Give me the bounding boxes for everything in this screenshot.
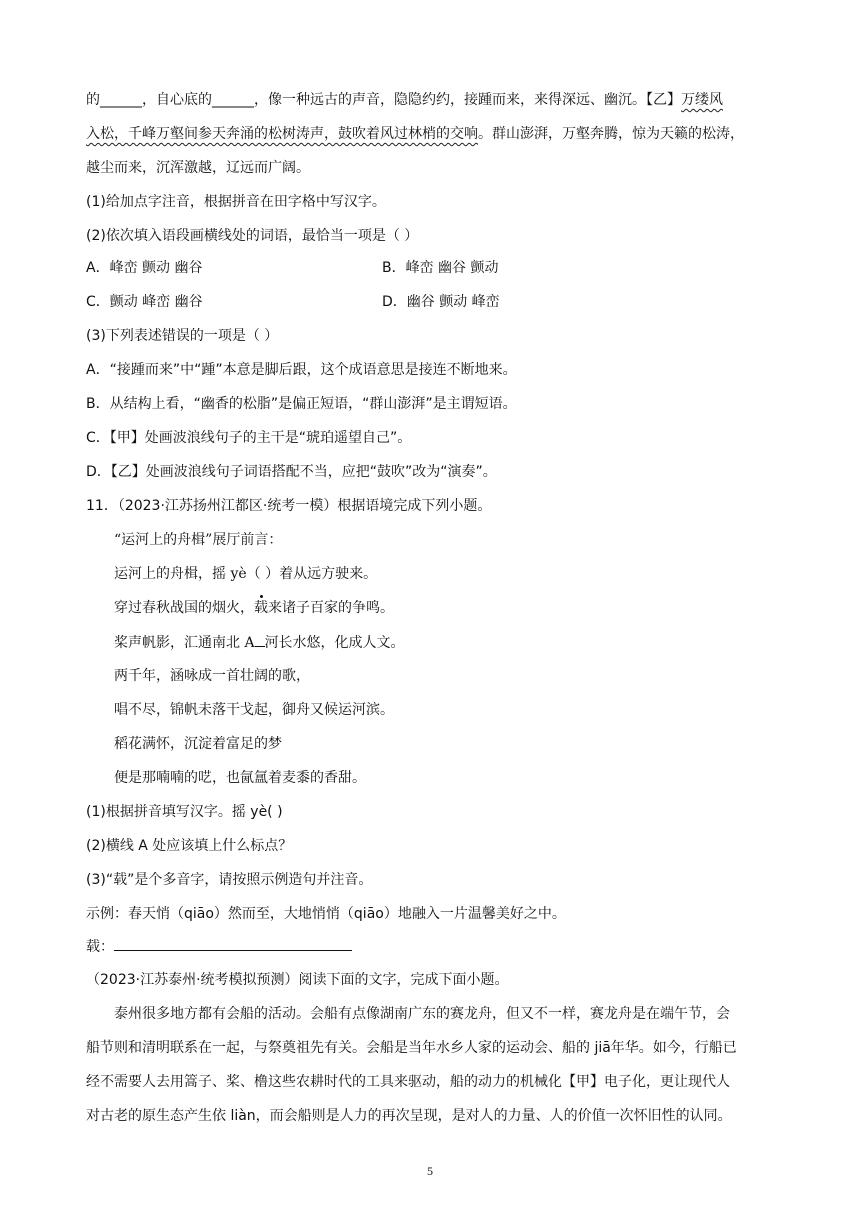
q11-poem-line-6: 稻花满怀，沉淀着富足的梦	[114, 736, 282, 752]
q10-sub3-option-d: D．【乙】处画波浪线句子词语搭配不当，应把“鼓吹”改为“演奏”。	[86, 464, 497, 480]
passage-line-2: 入松，千峰万壑间参天奔涌的松树涛声，鼓吹着风过林梢的交响。群山澎湃，万壑奔腾，惊为天籁的松涛，	[86, 126, 744, 142]
q10-sub3-option-a: A．“接踵而来”中“踵”本意是脚后跟，这个成语意思是接连不断地来。	[86, 362, 517, 378]
q10-sub3: (3)下列表述错误的一项是（ ）	[86, 328, 279, 344]
q12-title: （2023·江苏泰州·统考模拟预测）阅读下面的文字，完成下面小题。	[86, 972, 509, 988]
q12-paragraph-line-1: 泰州很多地方都有会船的活动。会船有点像湖南广东的赛龙舟，但又不一样，赛龙舟是在端午节，会	[114, 1006, 730, 1022]
q10-sub3-option-c: C．【甲】处画波浪线句子的主干是“琥珀遥望自己”。	[86, 430, 412, 446]
q10-sub2-option-a: A．峰峦 颤动 幽谷	[86, 260, 203, 276]
q10-sub2-option-d: D．幽谷 颤动 峰峦	[382, 294, 500, 310]
q12-paragraph-line-3: 经不需要人去用篙子、桨、橹这些农耕时代的工具来驱动，船的动力的机械化【甲】电子化，更让现代人	[86, 1074, 730, 1090]
q12-paragraph-line-4: 对古老的原生态产生依 liàn，而会船则是人力的再次呈现，是对人的力量、人的价值一次怀旧性的认同。	[86, 1108, 732, 1124]
blank-a	[255, 632, 265, 647]
q11-poem-heading: “运河上的舟楫”展厅前言：	[114, 532, 283, 548]
q11-sub2: (2)横线 A 处应该填上什么标点？	[86, 838, 293, 854]
q11-poem-line-3: 桨声帆影，汇通南北 A 河长水悠，化成人文。	[114, 632, 405, 652]
passage-line-3: 越尘而来，沉浑激越，辽远而广阔。	[86, 160, 310, 176]
q11-example: 示例：春天悄（qiāo）然而至，大地悄悄（qiāo）地融入一片温馨美好之中。	[86, 906, 566, 922]
q11-answer-line: 载：	[86, 936, 352, 956]
q11-title: 11．（2023·江苏扬州江都区·统考一模）根据语境完成下列小题。	[86, 498, 492, 514]
q11-poem-line-7: 便是那喃喃的呓，也氤氲着麦黍的香甜。	[114, 770, 366, 786]
dotted-char-zai: 载	[254, 600, 268, 616]
q11-sub3: (3)“载”是个多音字，请按照示例造句并注音。	[86, 872, 373, 888]
answer-blank	[114, 936, 352, 951]
q10-sub2: (2)依次填入语段画横线处的词语，最恰当一项是（ ）	[86, 228, 419, 244]
q11-poem-line-1: 运河上的舟楫，摇 yè（ ）着从远方驶来。	[114, 566, 378, 582]
q11-poem-line-4: 两千年，涵咏成一首壮阔的歌，	[114, 668, 310, 684]
q10-sub1: (1)给加点字注音，根据拼音在田字格中写汉字。	[86, 194, 386, 210]
page-number: 5	[427, 1164, 433, 1178]
q10-sub2-option-b: B．峰峦 幽谷 颤动	[382, 260, 499, 276]
wavy-sentence-yi: 万缕风	[681, 92, 723, 108]
q10-sub2-option-c: C．颤动 峰峦 幽谷	[86, 294, 203, 310]
passage-line-1: 的______，自心底的______，像一种远古的声音，隐隐约约，接踵而来，来得深远、幽沉。【乙】万缕风	[86, 92, 723, 108]
q12-paragraph-line-2: 船节则和清明联系在一起，与祭奠祖先有关。会船是当年水乡人家的运动会、船的 jiā年华。如今，行船已	[86, 1040, 737, 1056]
q11-sub1: (1)根据拼音填写汉字。摇 yè( )	[86, 804, 283, 820]
q11-poem-line-2: 穿过春秋战国的烟火，载来诸子百家的争鸣。	[114, 600, 394, 616]
q10-sub3-option-b: B．从结构上看，“幽香的松脂”是偏正短语，“群山澎湃”是主谓短语。	[86, 396, 517, 412]
q11-poem-line-5: 唱不尽，锦帆未落干戈起，御舟又候运河滨。	[114, 702, 394, 718]
wavy-sentence-yi-cont: 入松，千峰万壑间参天奔涌的松树涛声，鼓吹着风过林梢的交响	[86, 126, 478, 142]
